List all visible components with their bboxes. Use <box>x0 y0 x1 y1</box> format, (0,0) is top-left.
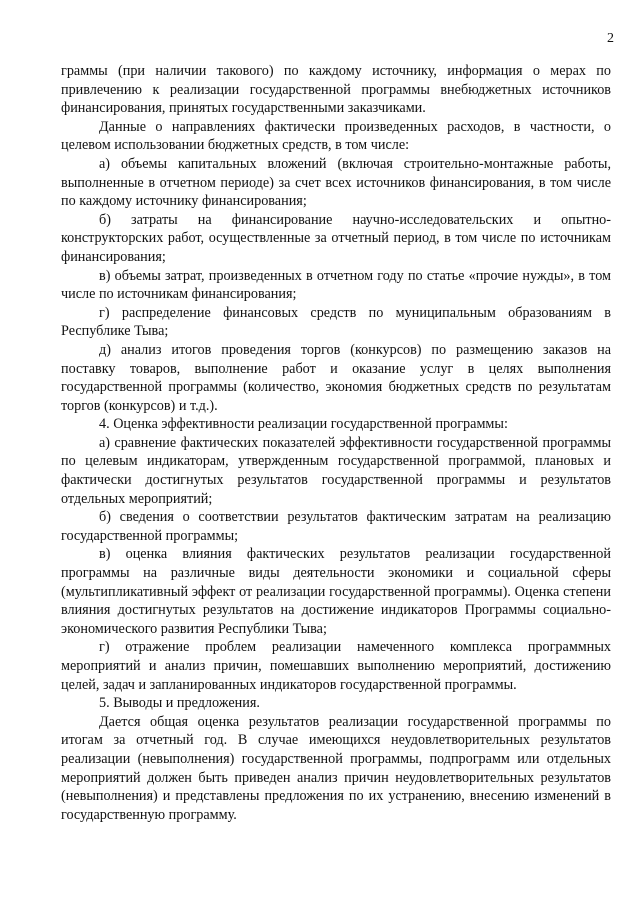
list-item: д) анализ итогов проведения торгов (конкурсов) по размещению заказов на поставку товаров, выполнение работ и оказание услуг в целях выполнения государственной программы (количество, экономия бюджетных средств по результатам торгов (конкурсов) и т.д.). <box>61 341 611 414</box>
list-item: а) сравнение фактических показателей эффективности государственной программы по целевым индикаторам, утвержденным государственной программой, плановых и фактически достигнутых результатов государственной программы и результатов отдельных мероприятий; <box>61 434 611 507</box>
document-body <box>61 62 611 824</box>
page-number: 2 <box>607 31 614 46</box>
list-item: в) объемы затрат, произведенных в отчетном году по статье «прочие нужды», в том числе по источникам финансирования; <box>61 267 611 303</box>
section-heading: 5. Выводы и предложения. <box>99 695 260 712</box>
paragraph: Данные о направлениях фактически произведенных расходов, в частности, о целевом использовании бюджетных средств, в том числе: <box>61 118 611 154</box>
list-item: г) отражение проблем реализации намеченного комплекса программных мероприятий и анализ причин, помешавших выполнению мероприятий, достижению целей, задач и запланированных индикаторов государственной программы. <box>61 639 611 693</box>
list-item: б) сведения о соответствии результатов фактическим затратам на реализацию государственной программы; <box>61 509 611 544</box>
list-item: б) затраты на финансирование научно-исследовательских и опытно-конструкторских работ, осуществленные за отчетный период, в том числе по источникам финансирования; <box>61 211 611 265</box>
list-item: в) оценка влияния фактических результатов реализации государственной программы на различные виды деятельности экономики и социальной сферы (мультипликативный эффект от реализации государственной программы). Оценка степени влияния достигнутых результатов на достижение индикаторов Программы социально-экономического развития Республики Тыва; <box>61 546 611 637</box>
list-item: г) распределение финансовых средств по муниципальным образованиям в Республике Тыва; <box>61 304 611 340</box>
section-heading: 4. Оценка эффективности реализации государственной программы: <box>99 416 508 433</box>
paragraph: Дается общая оценка результатов реализации государственной программы по итогам за отчетный год. В случае имеющихся неудовлетворительных результатов реализации (невыполнения) государственной программы, подпрограмм или отдельных мероприятий должен быть приведен анализ причин неудовлетворительных результатов (невыполнения) и представлены предложения по их устранению, внесению изменений в государственную программу. <box>61 713 611 823</box>
list-item: а) объемы капитальных вложений (включая строительно-монтажные работы, выполненные в отчетном периоде) за счет всех источников финансирования, в том числе по каждому источнику финансирования; <box>61 155 611 210</box>
paragraph: граммы (при наличии такового) по каждому источнику, информация о мерах по привлечению к реализации государственной программы внебюджетных источников финансирования, принятых государственными заказчиками. <box>61 63 611 117</box>
